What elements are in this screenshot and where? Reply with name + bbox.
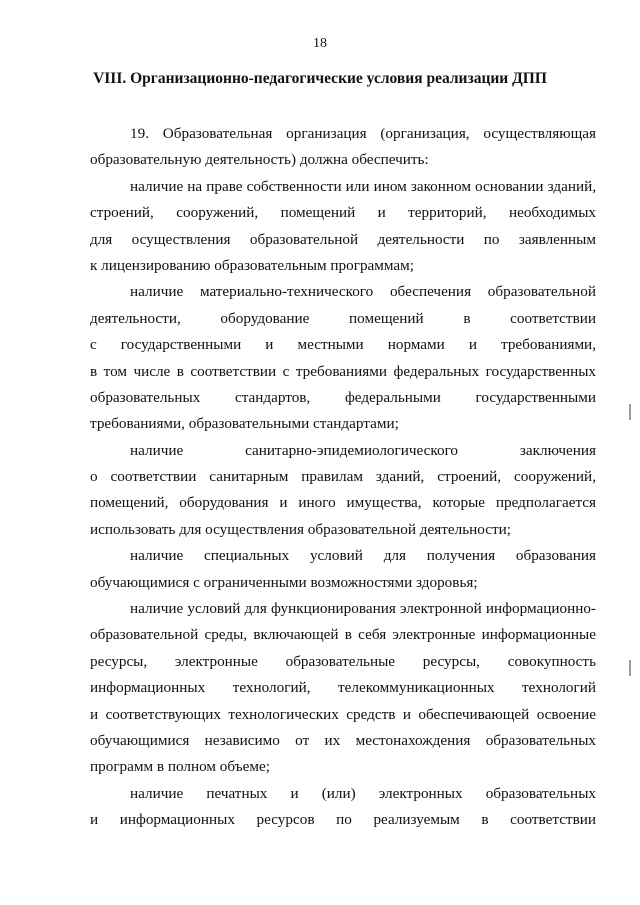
text-line: образовательную деятельность) должна обеспечить:	[90, 151, 429, 169]
text-line: обучающимися с ограниченными возможностями здоровья;	[90, 573, 478, 591]
text-line: наличие на праве собственности или ином законном основании зданий,	[130, 177, 596, 195]
text-line: информационных технологий, телекоммуникационных технологий	[90, 679, 596, 697]
text-line: 19. Образовательная организация (организация, осуществляющая	[130, 125, 596, 142]
text-line: наличие специальных условий для получения образования	[130, 547, 596, 565]
text-line: с государственными и местными нормами и требованиями,	[90, 336, 596, 354]
text-line: наличие печатных и (или) электронных образовательных	[130, 784, 596, 802]
paragraph-sanitary	[90, 438, 596, 544]
text-line: к лицензированию образовательным программам;	[90, 256, 414, 274]
paragraph-resources	[90, 781, 596, 834]
document-body	[90, 121, 596, 834]
paragraph-material-support	[90, 279, 596, 437]
text-line: обучающимися независимо от их местонахождения образовательных	[90, 731, 596, 749]
text-line: в том числе в соответствии с требованиями федеральных государственных	[90, 362, 596, 380]
page-number: 18	[313, 36, 327, 51]
text-line: строений, сооружений, помещений и территорий, необходимых	[90, 204, 596, 222]
text-line: деятельности, оборудование помещений в соответствии	[90, 309, 596, 327]
text-line: программ в полном объеме;	[90, 758, 270, 776]
section-title: VIII. Организационно-педагогические условия реализации ДПП	[93, 70, 547, 87]
scan-edge-mark	[629, 404, 631, 420]
text-line: требованиями, образовательными стандартами;	[90, 415, 399, 433]
text-line: наличие санитарно-эпидемиологического заключения	[130, 441, 596, 459]
scan-edge-mark	[629, 660, 631, 676]
text-line: и информационных ресурсов по реализуемым в соответствии	[90, 811, 596, 829]
paragraph-electronic-environment	[90, 596, 596, 781]
text-line: наличие условий для функционирования электронной информационно-	[130, 600, 596, 618]
text-line: помещений, оборудования и иного имущества, которые предполагается	[90, 494, 596, 512]
text-line: использовать для осуществления образовательной деятельности;	[90, 520, 511, 538]
paragraph-special-conditions	[90, 543, 596, 596]
text-line: о соответствии санитарным правилам зданий, строений, сооружений,	[90, 468, 596, 486]
text-line: ресурсы, электронные образовательные ресурсы, совокупность	[90, 652, 596, 670]
paragraph-buildings	[90, 174, 596, 280]
text-line: и соответствующих технологических средств и обеспечивающей освоение	[90, 705, 596, 723]
text-line: для осуществления образовательной деятельности по заявленным	[90, 230, 596, 248]
paragraph-19-intro	[90, 121, 596, 174]
text-line: наличие материально-технического обеспечения образовательной	[130, 283, 596, 301]
text-line: образовательных стандартов, федеральными государственными	[90, 388, 596, 406]
text-line: образовательной среды, включающей в себя электронные информационные	[90, 626, 596, 644]
